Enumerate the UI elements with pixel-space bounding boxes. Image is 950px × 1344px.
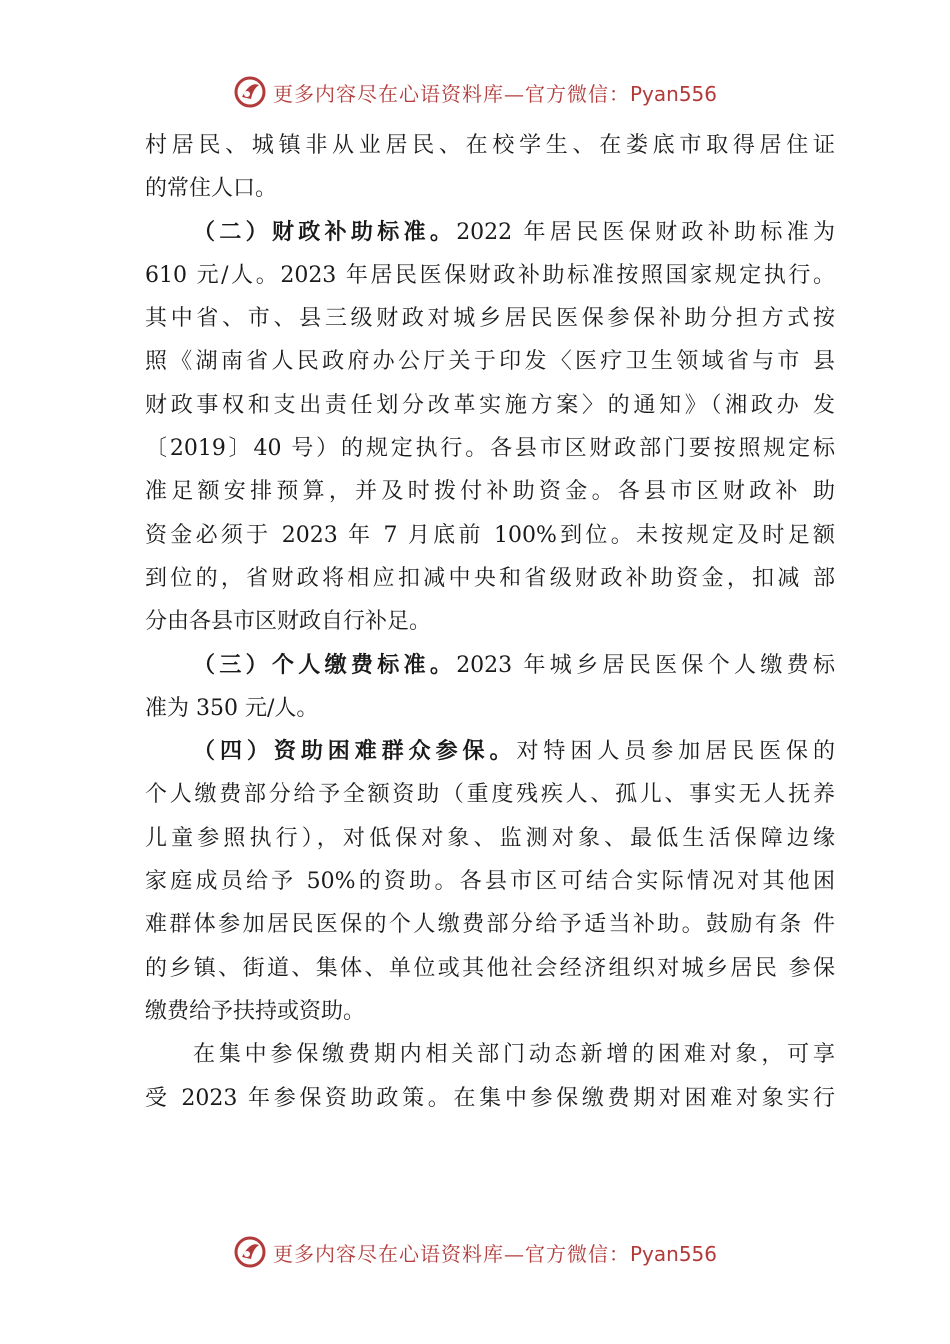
logo-icon: [233, 1235, 267, 1269]
section-heading: （二）财政补助标准。: [193, 218, 457, 245]
text-line: [145, 340, 835, 383]
banner-text: 更多内容尽在心语资料库—官方微信：Pyan556: [272, 1241, 717, 1266]
text-line: [145, 254, 835, 297]
line-text: 其中省、市、县三级财政对城乡居民医保参保补助分担方式按: [145, 306, 835, 332]
logo-icon: [233, 75, 267, 109]
line-text: 财政事权和支出责任划分改革实施方案〉的通知》（湘政办 发: [145, 392, 835, 418]
text-line: [145, 470, 835, 513]
text-line: [145, 773, 835, 816]
line-text: 照《湖南省人民政府办公厅关于印发〈医疗卫生领域省与市 县: [145, 349, 835, 375]
line-text: 资金必须于 2023 年 7 月底前 100%到位。未按规定及时足额: [145, 522, 835, 548]
line-text: 分由各县市区财政自行补足。: [145, 609, 432, 635]
header-banner: [0, 72, 950, 112]
text-line: [145, 903, 835, 946]
line-text: 儿童参照执行），对低保对象、监测对象、最低生活保障边缘: [145, 825, 835, 851]
text-line: [145, 211, 835, 254]
line-text: 难群体参加居民医保的个人缴费部分给予适当补助。鼓励有条 件: [145, 912, 835, 938]
line-text: 610 元/人。2023 年居民医保财政补助标准按照国家规定执行。: [145, 262, 835, 288]
line-text: 的常住人口。: [145, 176, 278, 202]
section-heading: （四）资助困难群众参保。: [193, 738, 517, 765]
section-heading: （三）个人缴费标准。: [193, 651, 457, 678]
line-text: 准为 350 元/人。: [145, 695, 319, 721]
text-line: [145, 990, 835, 1033]
line-text: 个人缴费部分给予全额资助（重度残疾人、孤儿、事实无人抚养: [145, 782, 835, 808]
line-text: 2023 年城乡居民医保个人缴费标: [456, 652, 835, 678]
text-line: [145, 644, 835, 687]
line-text: 〔2019〕40 号）的规定执行。各县市区财政部门要按照规定标: [145, 436, 835, 462]
text-line: [145, 167, 835, 210]
line-text: 准足额安排预算，并及时拨付补助资金。各县市区财政补 助: [145, 479, 835, 505]
text-line: [145, 557, 835, 600]
document-body: [145, 124, 835, 1120]
text-line: [145, 384, 835, 427]
text-line: [145, 860, 835, 903]
line-text: 缴费给予扶持或资助。: [145, 998, 366, 1024]
line-text: 受 2023 年参保资助政策。在集中参保缴费期对困难对象实行: [145, 1085, 835, 1111]
text-line: [145, 124, 835, 167]
text-line: [145, 947, 835, 990]
line-text: 在集中参保缴费期内相关部门动态新增的困难对象，可享: [193, 1042, 835, 1068]
footer-banner: [0, 1232, 950, 1272]
line-text: 对特困人员参加居民医保的: [516, 739, 835, 765]
line-text: 到位的，省财政将相应扣减中央和省级财政补助资金，扣减 部: [145, 565, 835, 591]
text-line: [145, 730, 835, 773]
line-text: 2022 年居民医保财政补助标准为: [456, 219, 835, 245]
banner-wechat-id: Pyan556: [629, 1241, 717, 1266]
line-text: 村居民、城镇非从业居民、在校学生、在娄底市取得居住证: [145, 133, 835, 158]
text-line: [145, 600, 835, 643]
text-line: [145, 687, 835, 730]
text-line: [145, 817, 835, 860]
line-text: 家庭成员给予 50%的资助。各县市区可结合实际情况对其他困: [145, 869, 835, 895]
text-line: [145, 1077, 835, 1120]
banner-text: 更多内容尽在心语资料库—官方微信：Pyan556: [272, 81, 717, 106]
banner-wechat-id: Pyan556: [629, 81, 717, 106]
line-text: 的乡镇、街道、集体、单位或其他社会经济组织对城乡居民 参保: [145, 955, 835, 981]
text-line: [145, 1033, 835, 1076]
text-line: [145, 514, 835, 557]
text-line: [145, 427, 835, 470]
text-line: [145, 297, 835, 340]
